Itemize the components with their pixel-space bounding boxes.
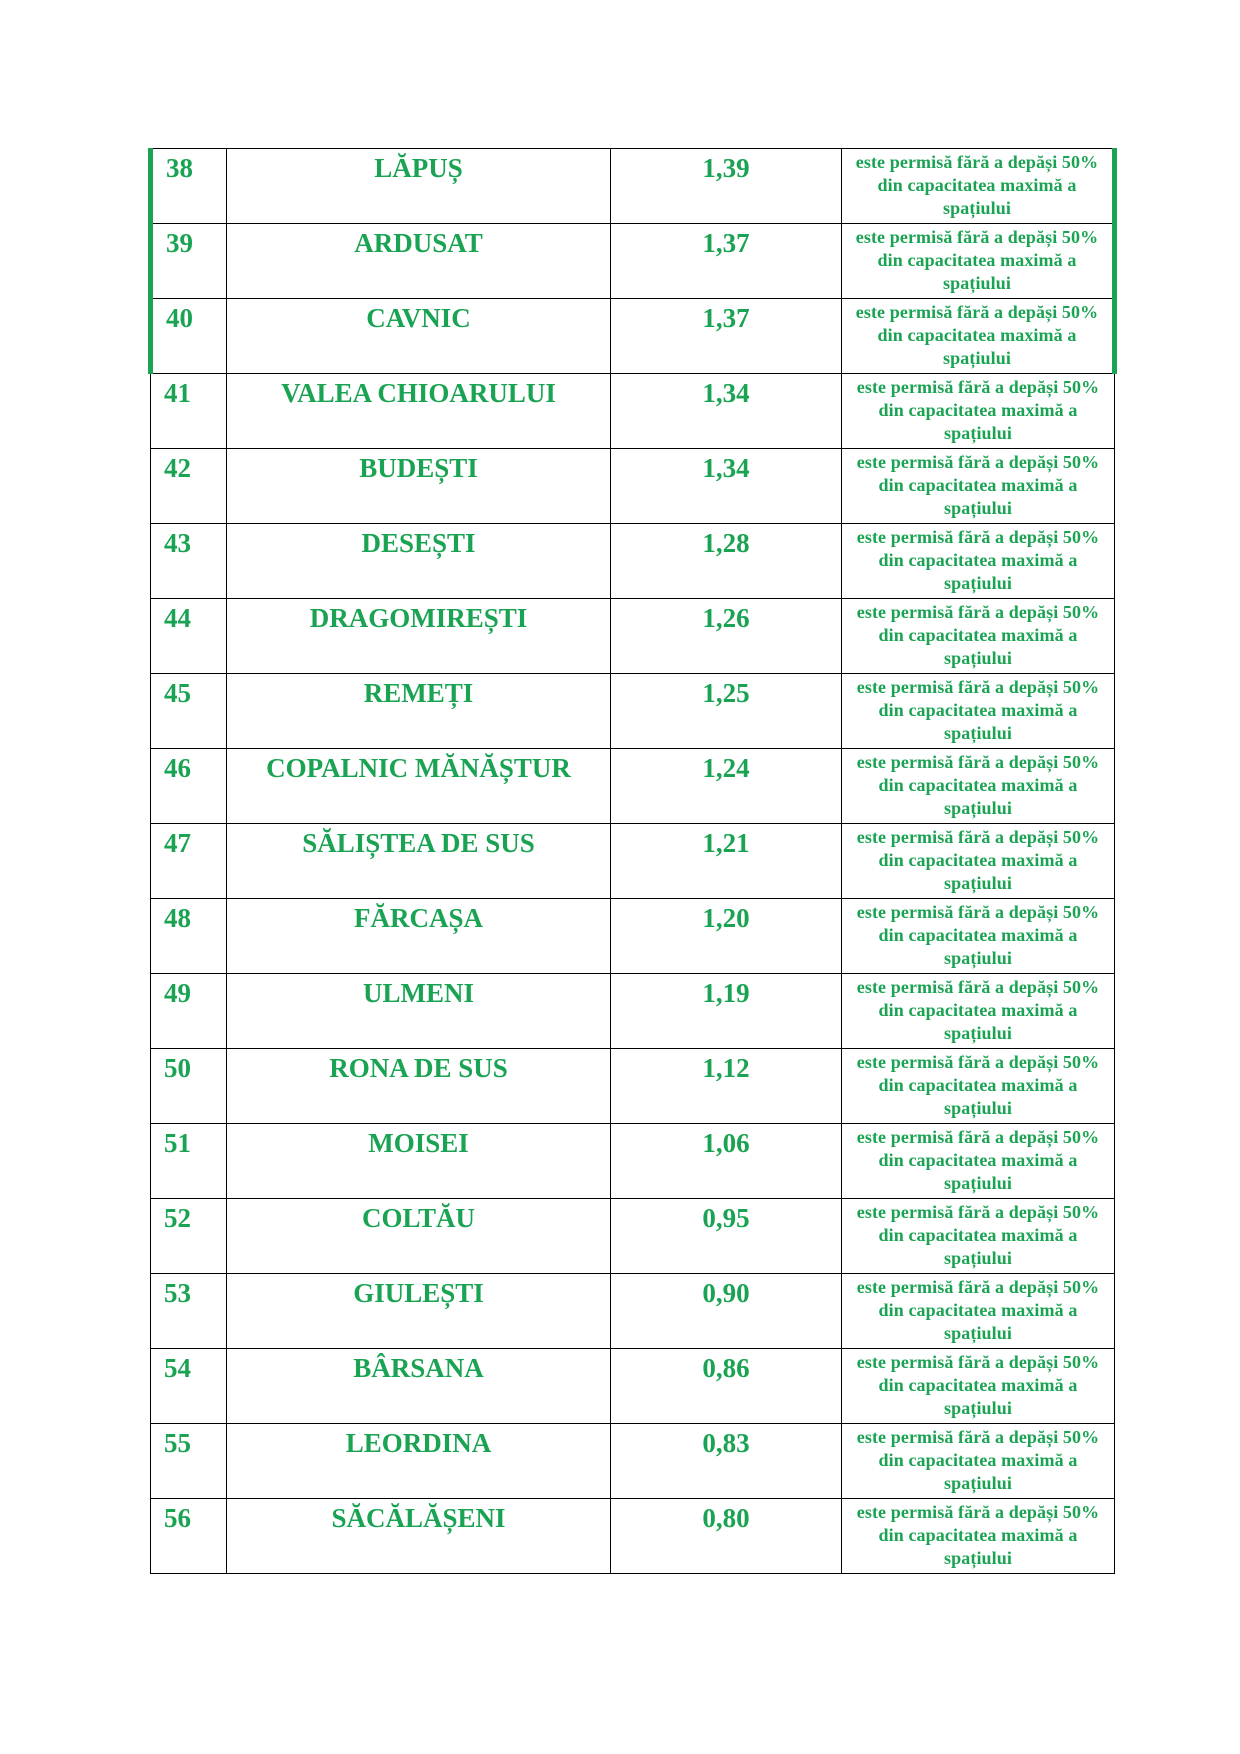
- capacity-note: este permisă fără a depăși 50% din capacitatea maximă a spațiului: [856, 1277, 1100, 1343]
- table-row: [151, 449, 1115, 524]
- table-row: [151, 299, 1115, 374]
- capacity-note-cell: [842, 449, 1115, 524]
- table-row: [151, 899, 1115, 974]
- capacity-note: este permisă fără a depăși 50% din capacitatea maximă a spațiului: [856, 827, 1100, 893]
- capacity-note: este permisă fără a depăși 50% din capacitatea maximă a spațiului: [855, 227, 1099, 293]
- row-number: 39: [151, 224, 227, 299]
- capacity-note-cell: [842, 1424, 1115, 1499]
- capacity-note: este permisă fără a depăși 50% din capacitatea maximă a spațiului: [856, 677, 1100, 743]
- capacity-note-cell: [842, 1199, 1115, 1274]
- capacity-note: este permisă fără a depăși 50% din capacitatea maximă a spațiului: [856, 1202, 1100, 1268]
- row-number: 41: [151, 374, 227, 449]
- capacity-note-cell: [842, 299, 1115, 374]
- localities-table: [148, 148, 1117, 1574]
- capacity-note: este permisă fără a depăși 50% din capacitatea maximă a spațiului: [856, 452, 1100, 518]
- capacity-note-cell: [842, 1124, 1115, 1199]
- capacity-note-cell: [842, 749, 1115, 824]
- row-number: 52: [151, 1199, 227, 1274]
- locality-name: MOISEI: [227, 1124, 611, 1199]
- locality-name: COPALNIC MĂNĂȘTUR: [227, 749, 611, 824]
- row-number: 51: [151, 1124, 227, 1199]
- locality-name: BÂRSANA: [227, 1349, 611, 1424]
- row-number: 55: [151, 1424, 227, 1499]
- table-row: [151, 749, 1115, 824]
- locality-name: SĂCĂLĂȘENI: [227, 1499, 611, 1574]
- locality-name: COLTĂU: [227, 1199, 611, 1274]
- infection-rate: 1,25: [611, 674, 842, 749]
- locality-name: DRAGOMIREȘTI: [227, 599, 611, 674]
- infection-rate: 0,83: [611, 1424, 842, 1499]
- capacity-note-cell: [842, 674, 1115, 749]
- table-row: [151, 1499, 1115, 1574]
- table-row: [151, 1124, 1115, 1199]
- row-number: 43: [151, 524, 227, 599]
- table-row: [151, 149, 1115, 224]
- infection-rate: 0,95: [611, 1199, 842, 1274]
- row-number: 56: [151, 1499, 227, 1574]
- table-row: [151, 1199, 1115, 1274]
- capacity-note: este permisă fără a depăși 50% din capacitatea maximă a spațiului: [856, 752, 1100, 818]
- infection-rate: 1,20: [611, 899, 842, 974]
- row-number: 54: [151, 1349, 227, 1424]
- locality-name: LEORDINA: [227, 1424, 611, 1499]
- locality-name: ARDUSAT: [227, 224, 611, 299]
- capacity-note-cell: [842, 374, 1115, 449]
- capacity-note-cell: [842, 974, 1115, 1049]
- capacity-note-cell: [842, 824, 1115, 899]
- infection-rate: 1,26: [611, 599, 842, 674]
- locality-name: SĂLIȘTEA DE SUS: [227, 824, 611, 899]
- table-body: [151, 149, 1115, 1574]
- table-row: [151, 1424, 1115, 1499]
- infection-rate: 1,37: [611, 299, 842, 374]
- infection-rate: 0,86: [611, 1349, 842, 1424]
- capacity-note: este permisă fără a depăși 50% din capacitatea maximă a spațiului: [855, 152, 1099, 218]
- table-row: [151, 524, 1115, 599]
- locality-name: FĂRCAȘA: [227, 899, 611, 974]
- capacity-note: este permisă fără a depăși 50% din capacitatea maximă a spațiului: [856, 1127, 1100, 1193]
- locality-name: GIULEȘTI: [227, 1274, 611, 1349]
- locality-name: ULMENI: [227, 974, 611, 1049]
- row-number: 45: [151, 674, 227, 749]
- capacity-note-cell: [842, 1274, 1115, 1349]
- capacity-note-cell: [842, 524, 1115, 599]
- capacity-note: este permisă fără a depăși 50% din capacitatea maximă a spațiului: [856, 1427, 1100, 1493]
- capacity-note: este permisă fără a depăși 50% din capacitatea maximă a spațiului: [856, 602, 1100, 668]
- capacity-note: este permisă fără a depăși 50% din capacitatea maximă a spațiului: [856, 1502, 1100, 1568]
- locality-name: LĂPUȘ: [227, 149, 611, 224]
- row-number: 49: [151, 974, 227, 1049]
- infection-rate: 1,12: [611, 1049, 842, 1124]
- table-row: [151, 1274, 1115, 1349]
- capacity-note: este permisă fără a depăși 50% din capacitatea maximă a spațiului: [855, 302, 1099, 368]
- row-number: 48: [151, 899, 227, 974]
- infection-rate: 1,39: [611, 149, 842, 224]
- row-number: 46: [151, 749, 227, 824]
- table-row: [151, 224, 1115, 299]
- infection-rate: 1,19: [611, 974, 842, 1049]
- capacity-note-cell: [842, 899, 1115, 974]
- locality-name: REMEȚI: [227, 674, 611, 749]
- locality-name: VALEA CHIOARULUI: [227, 374, 611, 449]
- capacity-note-cell: [842, 599, 1115, 674]
- table-row: [151, 599, 1115, 674]
- capacity-note-cell: [842, 1349, 1115, 1424]
- infection-rate: 1,06: [611, 1124, 842, 1199]
- capacity-note: este permisă fără a depăși 50% din capacitatea maximă a spațiului: [856, 902, 1100, 968]
- row-number: 40: [151, 299, 227, 374]
- capacity-note: este permisă fără a depăși 50% din capacitatea maximă a spațiului: [856, 977, 1100, 1043]
- infection-rate: 0,80: [611, 1499, 842, 1574]
- table-row: [151, 374, 1115, 449]
- locality-name: DESEȘTI: [227, 524, 611, 599]
- locality-name: RONA DE SUS: [227, 1049, 611, 1124]
- row-number: 53: [151, 1274, 227, 1349]
- infection-rate: 1,37: [611, 224, 842, 299]
- capacity-note-cell: [842, 1049, 1115, 1124]
- infection-rate: 1,34: [611, 449, 842, 524]
- row-number: 42: [151, 449, 227, 524]
- infection-rate: 0,90: [611, 1274, 842, 1349]
- infection-rate: 1,34: [611, 374, 842, 449]
- infection-rate: 1,28: [611, 524, 842, 599]
- infection-rate: 1,24: [611, 749, 842, 824]
- row-number: 50: [151, 1049, 227, 1124]
- table-row: [151, 1049, 1115, 1124]
- table-row: [151, 674, 1115, 749]
- capacity-note: este permisă fără a depăși 50% din capacitatea maximă a spațiului: [856, 527, 1100, 593]
- table-row: [151, 824, 1115, 899]
- row-number: 44: [151, 599, 227, 674]
- row-number: 38: [151, 149, 227, 224]
- locality-name: CAVNIC: [227, 299, 611, 374]
- locality-name: BUDEȘTI: [227, 449, 611, 524]
- capacity-note-cell: [842, 1499, 1115, 1574]
- table-row: [151, 1349, 1115, 1424]
- capacity-note-cell: [842, 224, 1115, 299]
- table-row: [151, 974, 1115, 1049]
- capacity-note: este permisă fără a depăși 50% din capacitatea maximă a spațiului: [856, 1352, 1100, 1418]
- row-number: 47: [151, 824, 227, 899]
- capacity-note: este permisă fără a depăși 50% din capacitatea maximă a spațiului: [856, 377, 1100, 443]
- infection-rate: 1,21: [611, 824, 842, 899]
- capacity-note: este permisă fără a depăși 50% din capacitatea maximă a spațiului: [856, 1052, 1100, 1118]
- capacity-note-cell: [842, 149, 1115, 224]
